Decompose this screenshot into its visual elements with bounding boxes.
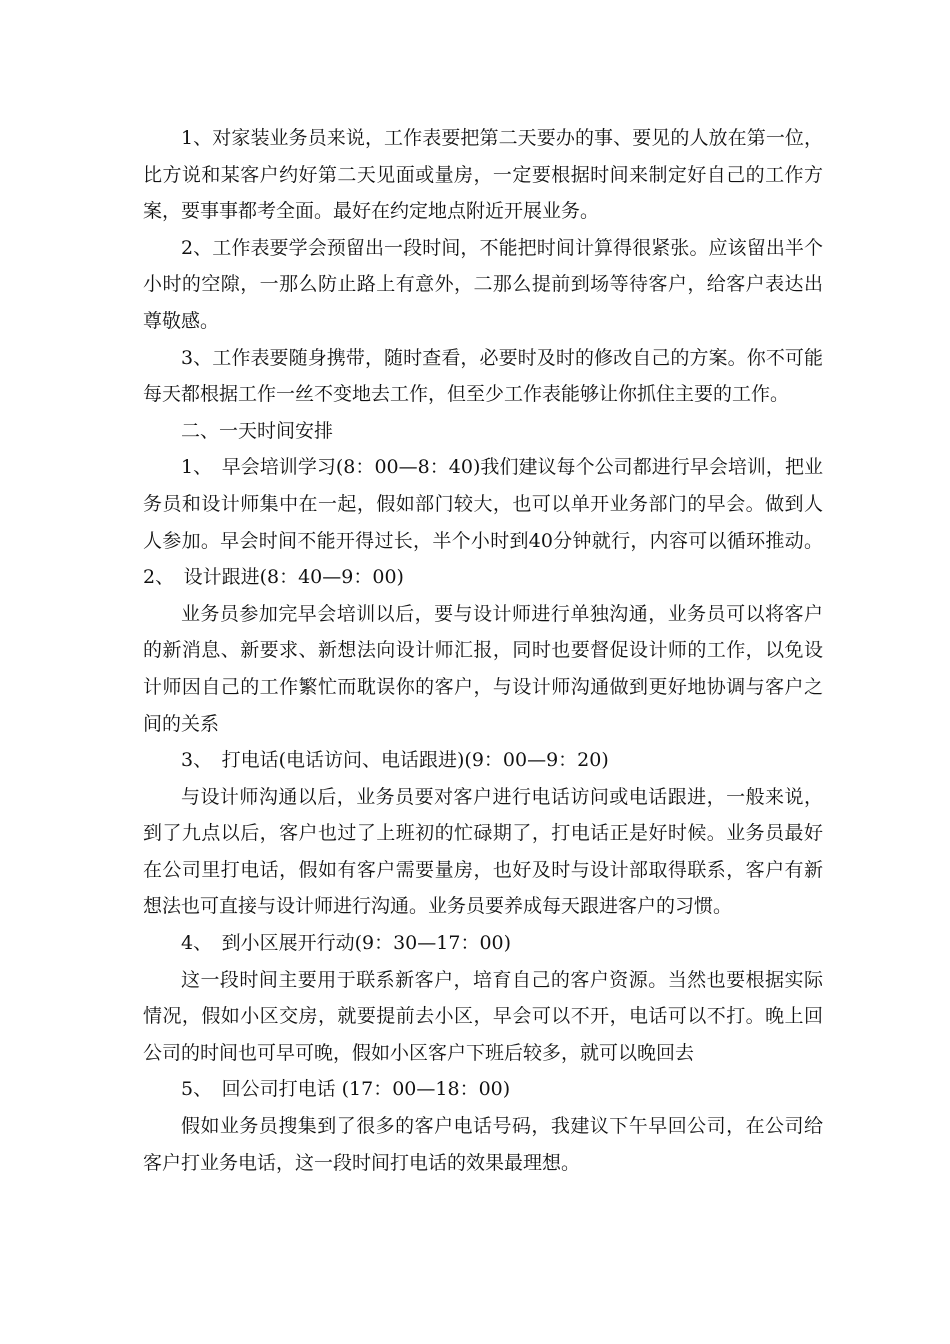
- document-body: [143, 120, 823, 1181]
- paragraph-worksheet-point-2: 2、工作表要学会预留出一段时间，不能把时间计算得很紧张。应该留出半个小时的空隙，一那么防止路上有意外，二那么提前到场等待客户，给客户表达出尊敬感。: [143, 236, 823, 332]
- paragraph-phone-calls: 与设计师沟通以后，业务员要对客户进行电话访问或电话跟进，一般来说，到了九点以后，客户也过了上班初的忙碌期了，打电话正是好时候。业务员最好在公司里打电话，假如有客户需要量房，也好及时与设计部取得联系，客户有新想法也可直接与设计师进行沟通。业务员要养成每天跟进客户的习惯。: [143, 785, 823, 918]
- paragraph-worksheet-point-1: 1、对家装业务员来说，工作表要把第二天要办的事、要见的人放在第一位，比方说和某客户约好第二天见面或量房，一定要根据时间来制定好自己的工作方案，要事事都考全面。最好在约定地点附近开展业务。: [143, 127, 823, 223]
- section-heading-daily-schedule: 二、一天时间安排: [181, 419, 334, 442]
- item-heading-return-office-calls: 5、 回公司打电话 (17：00—18：00): [181, 1078, 511, 1101]
- paragraph-worksheet-point-3: 3、工作表要随身携带，随时查看，必要时及时的修改自己的方案。你不可能每天都根据工作一丝不变地去工作，但至少工作表能够让你抓住主要的工作。: [143, 346, 823, 406]
- paragraph-community-action: 这一段时间主要用于联系新客户，培育自己的客户资源。当然也要根据实际情况，假如小区交房，就要提前去小区，早会可以不开，电话可以不打。晚上回公司的时间也可早可晚，假如小区客户下班后较多，就可以晚回去: [143, 968, 823, 1064]
- item-heading-community-action: 4、 到小区展开行动(9：30—17：00): [181, 932, 512, 955]
- paragraph-design-followup: 业务员参加完早会培训以后，要与设计师进行单独沟通，业务员可以将客户的新消息、新要求、新想法向设计师汇报，同时也要督促设计师的工作，以免设计师因自己的工作繁忙而耽误你的客户，与设计师沟通做到更好地协调与客户之间的关系: [143, 602, 823, 735]
- item-heading-phone-calls: 3、 打电话(电话访问、电话跟进)(9：00—9：20): [181, 749, 609, 772]
- paragraph-return-office-calls: 假如业务员搜集到了很多的客户电话号码，我建议下午早回公司，在公司给客户打业务电话，这一段时间打电话的效果最理想。: [143, 1115, 823, 1174]
- paragraph-morning-meeting: 1、 早会培训学习(8：00—8：40)我们建议每个公司都进行早会培训，把业务员和设计师集中在一起，假如部门较大，也可以单开业务部门的早会。做到人人参加。早会时间不能开得过长，半个小时到40分钟就行，内容可以循环推动。2、 设计跟进(8：40—9：00): [143, 456, 823, 589]
